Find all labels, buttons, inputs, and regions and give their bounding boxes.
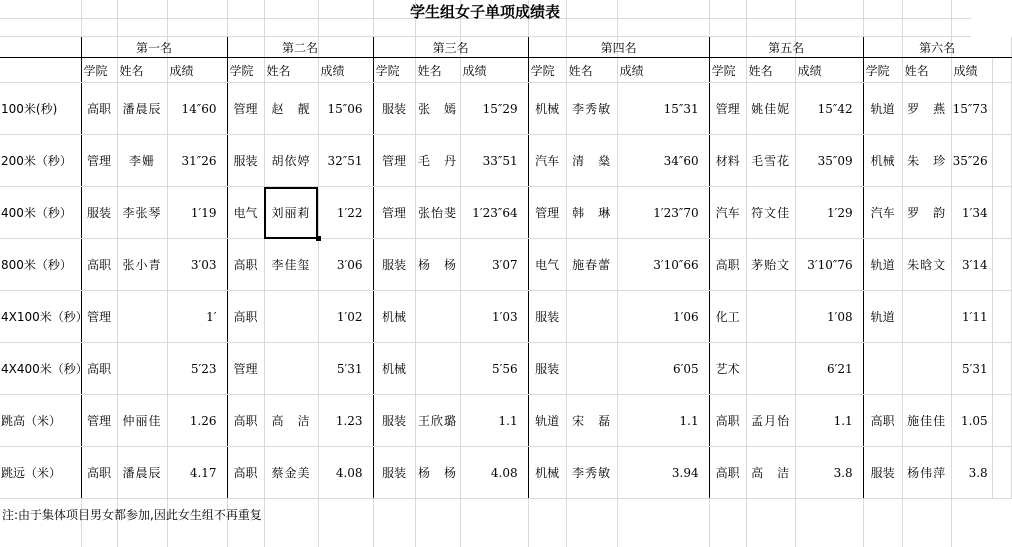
score-cell[interactable]: 3′03 [167,239,227,291]
name-cell[interactable]: 宋 磊 [566,395,617,447]
column-header-college[interactable]: 学院 [528,58,566,83]
empty-cell[interactable] [992,239,1011,291]
college-cell[interactable]: 服装 [863,447,902,499]
place-header[interactable]: 第三名 [373,37,528,58]
college-cell[interactable]: 轨道 [863,239,902,291]
column-header-score[interactable]: 成绩 [167,58,227,83]
score-cell[interactable]: 3.8 [795,447,863,499]
college-cell[interactable]: 管理 [81,395,117,447]
college-cell[interactable]: 管理 [81,135,117,187]
name-cell[interactable] [117,291,167,343]
place-header[interactable]: 第二名 [227,37,373,58]
column-header-score[interactable]: 成绩 [617,58,709,83]
place-header[interactable]: 第一名 [81,37,227,58]
college-cell[interactable]: 机械 [373,291,415,343]
name-cell[interactable]: 仲丽佳 [117,395,167,447]
college-cell[interactable]: 轨道 [863,83,902,135]
college-cell[interactable]: 高职 [227,291,264,343]
place-header[interactable]: 第四名 [528,37,709,58]
college-cell[interactable]: 高职 [227,395,264,447]
college-cell[interactable]: 高职 [81,343,117,395]
event-name[interactable]: 400米（秒） [0,187,81,239]
college-cell[interactable]: 服装 [528,291,566,343]
column-header-score[interactable]: 成绩 [951,58,992,83]
college-cell[interactable]: 服装 [373,395,415,447]
name-cell[interactable]: 罗 韵 [902,187,951,239]
college-cell[interactable]: 管理 [528,187,566,239]
results-table [0,37,1012,499]
name-cell[interactable]: 李佳玺 [264,239,318,291]
name-cell[interactable]: 罗 燕 [902,83,951,135]
column-header-name[interactable]: 姓名 [415,58,460,83]
score-cell[interactable]: 3′14 [951,239,992,291]
college-cell[interactable]: 管理 [81,291,117,343]
result-row [0,343,1011,395]
empty-cell[interactable] [992,83,1011,135]
empty-cell[interactable] [992,187,1011,239]
college-cell[interactable]: 高职 [863,395,902,447]
college-cell[interactable]: 汽车 [528,135,566,187]
name-cell[interactable]: 孟月怡 [746,395,795,447]
name-cell[interactable] [566,291,617,343]
empty-subheader-cell[interactable] [0,58,81,83]
column-header-college[interactable]: 学院 [373,58,415,83]
score-cell[interactable]: 1′23″64 [460,187,528,239]
results-body [0,83,1011,499]
score-cell[interactable]: 3′06 [318,239,373,291]
result-row [0,395,1011,447]
column-header-name[interactable]: 姓名 [264,58,318,83]
college-cell[interactable]: 电气 [227,187,264,239]
event-name[interactable]: 100米(秒) [0,83,81,135]
score-cell[interactable]: 1′29 [795,187,863,239]
college-cell[interactable]: 高职 [81,447,117,499]
name-cell[interactable]: 毛 丹 [415,135,460,187]
event-name[interactable]: 200米（秒） [0,135,81,187]
name-cell[interactable]: 李秀敏 [566,447,617,499]
score-cell[interactable]: 15″42 [795,83,863,135]
college-cell[interactable]: 汽车 [709,187,746,239]
name-cell[interactable]: 茅贻文 [746,239,795,291]
college-cell[interactable]: 管理 [709,83,746,135]
college-cell[interactable]: 管理 [227,343,264,395]
name-cell[interactable] [902,291,951,343]
score-cell[interactable]: 1.1 [460,395,528,447]
score-cell[interactable]: 35″26 [951,135,992,187]
college-cell[interactable]: 服装 [373,83,415,135]
score-cell[interactable]: 15″06 [318,83,373,135]
result-row [0,291,1011,343]
name-cell[interactable]: 刘丽莉 [264,187,318,239]
college-cell[interactable]: 轨道 [528,395,566,447]
name-cell[interactable]: 王欣璐 [415,395,460,447]
score-cell[interactable]: 4.08 [318,447,373,499]
name-cell[interactable]: 杨伟萍 [902,447,951,499]
name-cell[interactable]: 潘晨辰 [117,447,167,499]
result-row [0,239,1011,291]
name-cell[interactable]: 潘晨辰 [117,83,167,135]
name-cell[interactable]: 赵 靓 [264,83,318,135]
college-cell[interactable]: 高职 [227,239,264,291]
college-cell[interactable]: 高职 [81,239,117,291]
footnote: 注:由于集体项目男女都参加,因此女生组不再重复 [2,508,262,522]
empty-cell[interactable] [992,395,1011,447]
college-cell[interactable]: 服装 [373,239,415,291]
name-cell[interactable]: 蔡金美 [264,447,318,499]
event-name[interactable]: 跳远（米） [0,447,81,499]
column-header-name[interactable]: 姓名 [746,58,795,83]
empty-cell[interactable] [992,58,1011,83]
score-cell[interactable]: 32″51 [318,135,373,187]
event-name[interactable]: 4X400米（秒） [0,343,81,395]
name-cell[interactable] [415,343,460,395]
college-cell[interactable]: 高职 [709,395,746,447]
score-cell[interactable]: 1′ [167,291,227,343]
college-cell[interactable]: 艺术 [709,343,746,395]
result-row [0,135,1011,187]
score-cell[interactable]: 5′23 [167,343,227,395]
score-cell[interactable]: 1′06 [617,291,709,343]
column-header-name[interactable]: 姓名 [902,58,951,83]
name-cell[interactable]: 韩 琳 [566,187,617,239]
name-cell[interactable]: 施佳佳 [902,395,951,447]
place-header[interactable]: 第六名 [863,37,1011,58]
name-cell[interactable]: 李张琴 [117,187,167,239]
score-cell[interactable]: 1.26 [167,395,227,447]
college-cell[interactable]: 高职 [709,239,746,291]
name-cell[interactable] [566,343,617,395]
college-cell[interactable]: 轨道 [863,291,902,343]
score-cell[interactable]: 5′56 [460,343,528,395]
name-cell[interactable] [746,343,795,395]
column-header-college[interactable]: 学院 [863,58,902,83]
name-cell[interactable] [902,343,951,395]
name-cell[interactable]: 清 燊 [566,135,617,187]
result-row [0,187,1011,239]
score-cell[interactable]: 3′07 [460,239,528,291]
score-cell[interactable]: 4.08 [460,447,528,499]
column-header-college[interactable]: 学院 [227,58,264,83]
result-row [0,83,1011,135]
college-cell[interactable]: 服装 [528,343,566,395]
name-cell[interactable] [746,291,795,343]
college-cell[interactable]: 电气 [528,239,566,291]
college-cell[interactable]: 高职 [709,447,746,499]
score-cell[interactable]: 1′11 [951,291,992,343]
column-header-name[interactable]: 姓名 [566,58,617,83]
college-cell[interactable]: 化工 [709,291,746,343]
event-name[interactable]: 4X100米（秒） [0,291,81,343]
college-cell[interactable]: 机械 [528,83,566,135]
score-cell[interactable]: 15″29 [460,83,528,135]
column-header-score[interactable]: 成绩 [318,58,373,83]
score-cell[interactable]: 15″31 [617,83,709,135]
score-cell[interactable]: 4.17 [167,447,227,499]
name-cell[interactable]: 李姗 [117,135,167,187]
selection-fill-handle[interactable] [316,236,321,241]
score-cell[interactable]: 35″09 [795,135,863,187]
score-cell[interactable]: 14″60 [167,83,227,135]
name-cell[interactable]: 杨 杨 [415,447,460,499]
score-cell[interactable]: 33″51 [460,135,528,187]
name-cell[interactable]: 杨 杨 [415,239,460,291]
college-cell[interactable]: 高职 [81,83,117,135]
score-cell[interactable]: 3.94 [617,447,709,499]
column-header-college[interactable]: 学院 [709,58,746,83]
score-cell[interactable]: 3′10″66 [617,239,709,291]
score-cell[interactable]: 6′05 [617,343,709,395]
score-cell[interactable]: 5′31 [318,343,373,395]
name-cell[interactable]: 胡依婷 [264,135,318,187]
college-cell[interactable]: 汽车 [863,187,902,239]
score-cell[interactable]: 31″26 [167,135,227,187]
score-cell[interactable]: 1′08 [795,291,863,343]
header-row-fields [0,58,1011,83]
name-cell[interactable]: 张小青 [117,239,167,291]
score-cell[interactable]: 1.05 [951,395,992,447]
score-cell[interactable]: 1′23″70 [617,187,709,239]
score-cell[interactable]: 1′19 [167,187,227,239]
name-cell[interactable]: 朱 珍 [902,135,951,187]
event-name[interactable]: 跳高（米） [0,395,81,447]
score-cell[interactable]: 1.1 [617,395,709,447]
empty-header-cell[interactable] [0,37,81,58]
score-cell[interactable]: 1′02 [318,291,373,343]
column-header-name[interactable]: 姓名 [117,58,167,83]
name-cell[interactable]: 张 嫣 [415,83,460,135]
place-header[interactable]: 第五名 [709,37,863,58]
college-cell[interactable]: 服装 [227,135,264,187]
name-cell[interactable]: 朱晗文 [902,239,951,291]
score-cell[interactable]: 3′10″76 [795,239,863,291]
name-cell[interactable]: 高 洁 [746,447,795,499]
college-cell[interactable]: 管理 [227,83,264,135]
name-cell[interactable]: 毛雪花 [746,135,795,187]
college-cell[interactable]: 机械 [863,135,902,187]
header-row-places [0,37,1011,58]
empty-cell[interactable] [992,343,1011,395]
empty-cell[interactable] [992,135,1011,187]
empty-cell[interactable] [992,447,1011,499]
college-cell[interactable]: 服装 [373,447,415,499]
score-cell[interactable]: 5′31 [951,343,992,395]
name-cell[interactable]: 符文佳 [746,187,795,239]
college-cell[interactable]: 管理 [373,187,415,239]
college-cell[interactable]: 材料 [709,135,746,187]
score-cell[interactable]: 3.8 [951,447,992,499]
name-cell[interactable]: 施春蕾 [566,239,617,291]
score-cell[interactable]: 34″60 [617,135,709,187]
name-cell[interactable]: 姚佳妮 [746,83,795,135]
score-cell[interactable]: 15″73 [951,83,992,135]
column-header-score[interactable]: 成绩 [460,58,528,83]
event-name[interactable]: 800米（秒） [0,239,81,291]
score-cell[interactable]: 1′03 [460,291,528,343]
score-cell[interactable]: 1′22 [318,187,373,239]
sheet-title: 学生组女子单项成绩表 [409,3,560,21]
score-cell[interactable]: 1.1 [795,395,863,447]
name-cell[interactable]: 高 洁 [264,395,318,447]
name-cell[interactable] [117,343,167,395]
result-row [0,447,1011,499]
college-cell[interactable] [863,343,902,395]
empty-cell[interactable] [992,291,1011,343]
name-cell[interactable]: 张怡斐 [415,187,460,239]
score-cell[interactable]: 6′21 [795,343,863,395]
college-cell[interactable]: 服装 [81,187,117,239]
college-cell[interactable]: 机械 [528,447,566,499]
name-cell[interactable] [264,291,318,343]
column-header-college[interactable]: 学院 [81,58,117,83]
score-cell[interactable]: 1′34 [951,187,992,239]
college-cell[interactable]: 机械 [373,343,415,395]
name-cell[interactable] [415,291,460,343]
college-cell[interactable]: 高职 [227,447,264,499]
name-cell[interactable]: 李秀敏 [566,83,617,135]
score-cell[interactable]: 1.23 [318,395,373,447]
column-header-score[interactable]: 成绩 [795,58,863,83]
college-cell[interactable]: 管理 [373,135,415,187]
name-cell[interactable] [264,343,318,395]
